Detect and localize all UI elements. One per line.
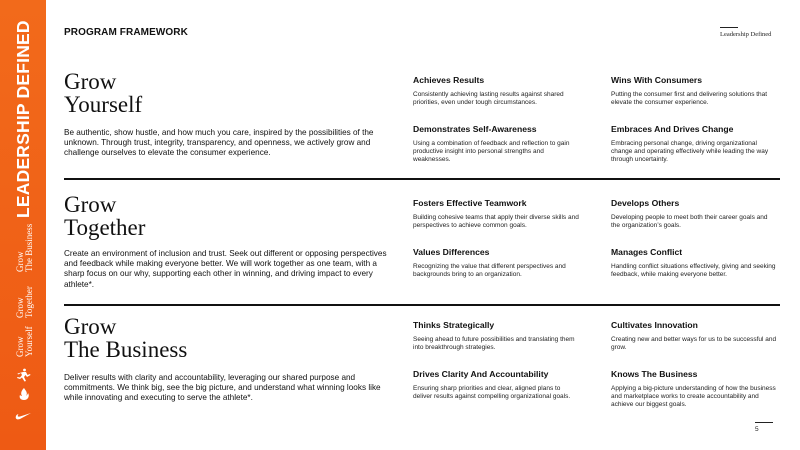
competency-description: Building cohesive teams that apply their diverse skills and perspectives to achieve common goals. [413,214,579,229]
competency-description: Using a combination of feedback and reflection to gain productive insight into personal strengths and weaknesses. [413,140,570,163]
competency [413,247,583,279]
competency-name: Manages Conflict [611,247,683,257]
sidebar-label-grow-yourself [16,326,34,357]
competency-name: Develops Others [611,198,680,208]
competency-name: Wins With Consumers [611,75,703,85]
sidebar-label-line: Grow [15,297,25,318]
competency [611,75,781,107]
section-description: Be authentic, show hustle, and how much you care, inspired by the possibilities of the unknown. Through trust, integrity, transparency, and openness, we actively grow and challenge ourselves to elevate the consumer experience. [64,128,374,158]
section-title-line: The Business [64,337,188,362]
competency [611,369,781,409]
sidebar-label-line: The Business [24,223,34,272]
competency-description: Embracing personal change, driving organizational change and operating effectively while leading the way through uncertainty. [611,140,769,163]
competency-description: Consistently achieving lasting results against shared priorities, even under tough circumstances. [413,91,564,106]
sidebar-title: LEADERSHIP DEFINED [13,20,33,218]
competency [611,320,781,352]
competency-description: Developing people to meet both their career goals and the organization’s goals. [611,214,768,229]
flame-icon [14,387,32,401]
jumpman-icon [14,368,32,382]
competency-description: Recognizing the value that different perspectives and backgrounds bring to an organization. [413,263,566,278]
section-title [64,315,187,361]
sidebar [0,0,46,450]
competency-description: Seeing ahead to future possibilities and translating them into breakthrough strategies. [413,336,575,351]
section-title-line: Together [64,215,146,240]
sidebar-label-line: Grow [15,251,25,272]
competency-name: Fosters Effective Teamwork [413,198,527,208]
sidebar-label-line: Grow [15,336,25,357]
section-title [64,70,142,116]
swoosh-icon [14,407,32,421]
sidebar-label-line: Together [24,286,34,318]
competency-description: Applying a big-picture understanding of how the business and marketplace works to create accountability and achieve our biggest goals. [611,385,776,408]
section-description: Create an environment of inclusion and trust. Seek out different or opposing perspectives and feedback while making everyone better. We will work together as one team, with a sharp focus on our why, supporting each other in winning, and driving impact to every athlete*. [64,249,387,289]
competency-name: Embraces And Drives Change [611,124,734,134]
competency [611,198,781,230]
competency-name: Achieves Results [413,75,485,85]
competency-name: Thinks Strategically [413,320,495,330]
competency-description: Creating new and better ways for us to be successful and grow. [611,336,777,351]
competency [413,124,583,164]
competency-name: Knows The Business [611,369,698,379]
section-title-line: Grow [64,69,117,94]
competency-description: Putting the consumer first and delivering solutions that elevate the consumer experience. [611,91,768,106]
sidebar-label-line: Yourself [24,326,34,357]
section-divider [64,178,780,180]
competency-description: Ensuring sharp priorities and clear, aligned plans to deliver results against compelling organizational goals. [413,385,571,400]
page-title: PROGRAM FRAMEWORK [64,27,188,38]
competency [611,124,781,164]
page-number: 5 [755,426,759,433]
competency-description: Handling conflict situations effectively, giving and seeking feedback, while making everyone better. [611,263,776,278]
brand-label: Leadership Defined [720,31,772,38]
page-number-rule [755,422,773,423]
competency [413,75,583,107]
section-title-line: Yourself [64,92,143,117]
section-description: Deliver results with clarity and accountability, leveraging our shared purpose and commitments. We think big, see the big picture, and understand what winning looks like while innovating and executing to serve the athlete*. [64,373,381,403]
competency-name: Values Differences [413,247,490,257]
section-title-line: Grow [64,314,117,339]
brand-rule [720,27,738,28]
section-title-line: Grow [64,192,117,217]
section-divider [64,304,780,306]
sidebar-label-grow-the-business [16,224,34,272]
competency-name: Drives Clarity And Accountability [413,369,549,379]
competency [413,369,583,401]
competency-name: Cultivates Innovation [611,320,698,330]
competency-name: Demonstrates Self-Awareness [413,124,537,134]
competency [611,247,781,279]
sidebar-label-grow-together [16,286,34,318]
competency [413,320,583,352]
competency [413,198,583,230]
section-title [64,193,145,239]
